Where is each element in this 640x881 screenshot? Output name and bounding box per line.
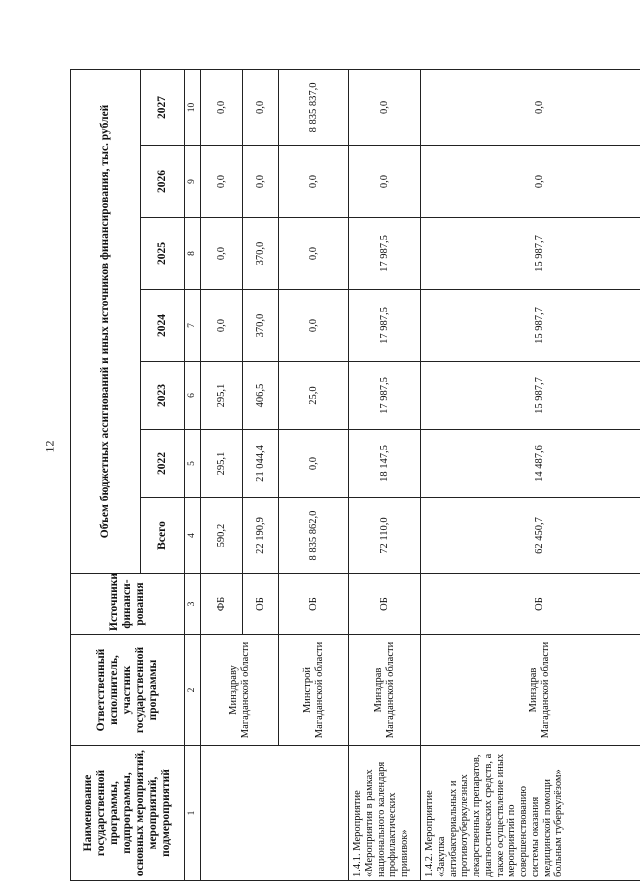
row-value: 0,0 [201, 290, 243, 362]
row-value: 0,0 [421, 69, 640, 145]
row-value: 8 835 837,0 [279, 69, 349, 145]
header-year: 2022 [141, 430, 185, 498]
table-row [421, 69, 640, 880]
row-source: ОБ [349, 574, 421, 635]
row-value: 15 987,7 [421, 218, 640, 290]
row-source: ФБ [201, 574, 243, 635]
row-value: 8 835 862,0 [279, 498, 349, 574]
table-row [201, 69, 243, 880]
column-index: 3 [185, 574, 201, 635]
header-name: Наименование государственной программы, подпрограммы, основных мероприятий, мероприятий, подмероприятий [71, 746, 185, 881]
page-number: 12 [42, 440, 57, 453]
row-value: 0,0 [349, 146, 421, 218]
row-value: 25,0 [279, 362, 349, 430]
header-year: 2023 [141, 362, 185, 430]
row-value: 22 190,9 [243, 498, 279, 574]
row-value: 406,5 [243, 362, 279, 430]
column-index: 4 [185, 498, 201, 574]
row-value: 0,0 [279, 290, 349, 362]
row-executor: Минздраву Магаданской области [201, 635, 279, 746]
row-value: 295,1 [201, 362, 243, 430]
header-year: 2027 [141, 69, 185, 145]
header-year: 2024 [141, 290, 185, 362]
header-executor: Ответственный исполнитель, участник государственной программы [71, 635, 185, 746]
row-source: ОБ [421, 574, 640, 635]
column-index: 1 [185, 746, 201, 881]
row-value: 0,0 [201, 69, 243, 145]
column-index: 6 [185, 362, 201, 430]
row-value: 0,0 [349, 69, 421, 145]
row-value: 18 147,5 [349, 430, 421, 498]
budget-table [70, 69, 640, 881]
header-year-total: Всего [141, 498, 185, 574]
row-value: 15 987,7 [421, 290, 640, 362]
header-year: 2025 [141, 218, 185, 290]
row-name: 1.4.2. Мероприятие «Закупка антибактериальных и противотуберкулезных лекарственных препаратов, диагностических средств, а также осуществление иных мероприятий по совершенствованию системы оказания медицинской помощи больным туберкулёзом» [421, 746, 640, 881]
table-row [349, 69, 421, 880]
row-value: 17 987,5 [349, 290, 421, 362]
row-name [201, 746, 349, 881]
row-value: 17 987,5 [349, 362, 421, 430]
row-value: 15 987,7 [421, 362, 640, 430]
header-source: Источники финанси-рования [71, 574, 185, 635]
row-value: 0,0 [201, 218, 243, 290]
row-value: 370,0 [243, 218, 279, 290]
row-value: 295,1 [201, 430, 243, 498]
row-executor: Минздрав Магаданской области [421, 635, 640, 746]
row-executor: Минстрой Магаданской области [279, 635, 349, 746]
row-value: 0,0 [243, 146, 279, 218]
column-index: 5 [185, 430, 201, 498]
row-value: 370,0 [243, 290, 279, 362]
row-value: 0,0 [243, 69, 279, 145]
row-value: 14 487,6 [421, 430, 640, 498]
row-source: ОБ [243, 574, 279, 635]
row-value: 0,0 [279, 430, 349, 498]
header-year: 2026 [141, 146, 185, 218]
row-value: 0,0 [201, 146, 243, 218]
column-index: 10 [185, 69, 201, 145]
column-index: 2 [185, 635, 201, 746]
row-value: 0,0 [279, 146, 349, 218]
row-value: 17 987,5 [349, 218, 421, 290]
row-value: 0,0 [421, 146, 640, 218]
row-value: 62 450,7 [421, 498, 640, 574]
row-executor: Минздрав Магаданской области [349, 635, 421, 746]
column-index: 8 [185, 218, 201, 290]
column-index: 7 [185, 290, 201, 362]
row-name: 1.4.1. Мероприятие «Мероприятия в рамках национального календаря профилактических прививок» [349, 746, 421, 881]
column-index: 9 [185, 146, 201, 218]
row-value: 0,0 [279, 218, 349, 290]
rotated-table-wrapper [70, 70, 640, 881]
row-source: ОБ [279, 574, 349, 635]
row-value: 21 044,4 [243, 430, 279, 498]
row-value: 72 110,0 [349, 498, 421, 574]
header-funding: Объем бюджетных ассигнований и иных источников финансирования, тыс. рублей [71, 69, 141, 573]
row-value: 590,2 [201, 498, 243, 574]
